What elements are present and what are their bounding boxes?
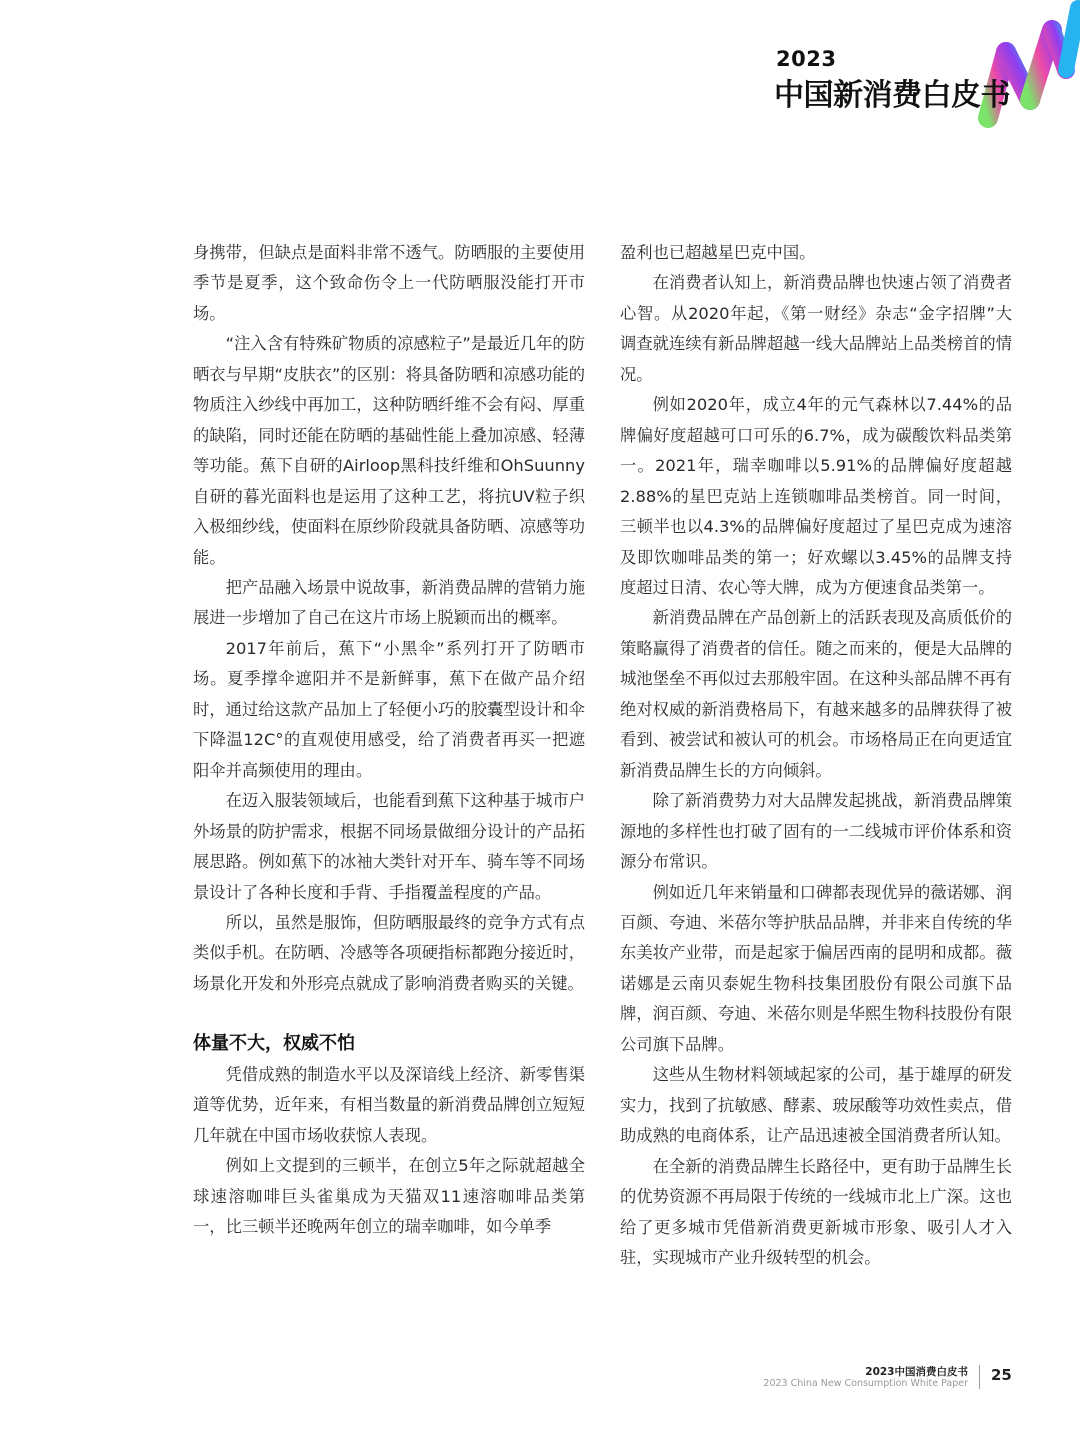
paragraph: 在迈入服装领域后，也能看到蕉下这种基于城市户外场景的防护需求，根据不同场景做细分设计的产品拓展思路。例如蕉下的冰袖大类针对开车、骑车等不同场景设计了各种长度和手背、手指覆盖程度的产品。 [193,791,585,902]
header [0,0,1080,140]
section-heading: 体量不大，权威不怕 [193,1033,355,1055]
paragraph: 凭借成熟的制造水平以及深谙线上经济、新零售渠道等优势，近年来，有相当数量的新消费品牌创立短短几年就在中国市场收获惊人表现。 [193,1064,585,1145]
paragraph: 例如近几年来销量和口碑都表现优异的薇诺娜、润百颜、夸迪、米蓓尔等护肤品品牌，并非来自传统的华东美妆产业带，而是起家于偏居西南的昆明和成都。薇诺娜是云南贝泰妮生物科技集团股份有限公司旗下品牌，润百颜、夸迪、米蓓尔则是华熙生物科技股份有限公司旗下品牌。 [620,882,1012,1054]
paragraph: 在消费者认知上，新消费品牌也快速占领了消费者心智。从2020年起，《第一财经》杂志“金字招牌”大调查就连续有新品牌超越一线大品牌站上品类榜首的情况。 [620,273,1012,384]
page-number: 25 [991,1366,1012,1384]
header-title: 中国新消费白皮书 [774,78,1010,113]
footer-title: 2023中国消费白皮书 [865,1366,968,1378]
header-year: 2023 [776,47,837,71]
paragraph: 这些从生物材料领域起家的公司，基于雄厚的研发实力，找到了抗敏感、酵素、玻尿酸等功效性卖点，借助成熟的电商体系，让产品迅速被全国消费者所认知。 [620,1065,1012,1146]
paragraph: 所以，虽然是服饰，但防晒服最终的竞争方式有点类似手机。在防晒、冷感等各项硬指标都跑分接近时，场景化开发和外形亮点就成了影响消费者购买的关键。 [193,912,585,993]
paragraph: 身携带，但缺点是面料非常不透气。防晒服的主要使用季节是夏季，这个致命伤令上一代防晒服没能打开市场。 [193,243,585,323]
left-column [193,238,585,1243]
footer-subtitle: 2023 China New Consumption White Paper [763,1378,968,1389]
paragraph: 除了新消费势力对大品牌发起挑战，新消费品牌策源地的多样性也打破了固有的一二线城市评价体系和资源分布常识。 [620,791,1012,872]
paragraph: 例如上文提到的三顿半，在创立5年之际就超越全球速溶咖啡巨头雀巢成为天猫双11速溶咖啡品类第一，比三顿半还晚两年创立的瑞幸咖啡，如今单季 [193,1156,585,1237]
footer-divider [979,1365,980,1389]
paragraph: 盈利也已超越星巴克中国。 [620,243,816,262]
footer [0,1362,1080,1392]
right-column [620,238,1012,1273]
paragraph: “注入含有特殊矿物质的凉感粒子”是最近几年的防晒衣与早期“皮肤衣”的区别：将具备防晒和凉感功能的物质注入纱线中再加工，这种防晒纤维不会有闷、厚重的缺陷，同时还能在防晒的基础性能上叠加凉感、轻薄等功能。蕉下自研的Airloop黑科技纤维和OhSuunny自研的暮光面料也是运用了这种工艺，将抗UV粒子织入极细纱线，使面料在原纱阶段就具备防晒、凉感等功能。 [193,334,585,567]
paragraph: 2017年前后，蕉下“小黑伞”系列打开了防晒市场。夏季撑伞遮阳并不是新鲜事，蕉下在做产品介绍时，通过给这款产品加上了轻便小巧的胶囊型设计和伞下降温12C°的直观使用感受，给了消费者再买一把遮阳伞并高频使用的理由。 [193,638,585,780]
paragraph: 例如2020年，成立4年的元气森林以7.44%的品牌偏好度超越可口可乐的6.7%，成为碳酸饮料品类第一。2021年，瑞幸咖啡以5.91%的品牌偏好度超越2.88%的星巴克站上连锁咖啡品类榜首。同一时间，三顿半也以4.3%的品牌偏好度超过了星巴克成为速溶及即饮咖啡品类的第一；好欢螺以3.45%的品牌支持度超过日清、农心等大牌，成为方便速食品类第一。 [620,395,1012,597]
brand-logo-graphic [970,0,1080,135]
paragraph: 把产品融入场景中说故事，新消费品牌的营销力施展进一步增加了自己在这片市场上脱颖而出的概率。 [193,577,585,628]
paragraph: 新消费品牌在产品创新上的活跃表现及高质低价的策略赢得了消费者的信任。随之而来的，便是大品牌的城池堡垒不再似过去那般牢固。在这种头部品牌不再有绝对权威的新消费格局下，有越来越多的品牌获得了被看到、被尝试和被认可的机会。市场格局正在向更适宜新消费品牌生长的方向倾斜。 [620,608,1012,780]
paragraph: 在全新的消费品牌生长路径中，更有助于品牌生长的优势资源不再局限于传统的一线城市北上广深。这也给了更多城市凭借新消费更新城市形象、吸引人才入驻，实现城市产业升级转型的机会。 [620,1156,1012,1267]
